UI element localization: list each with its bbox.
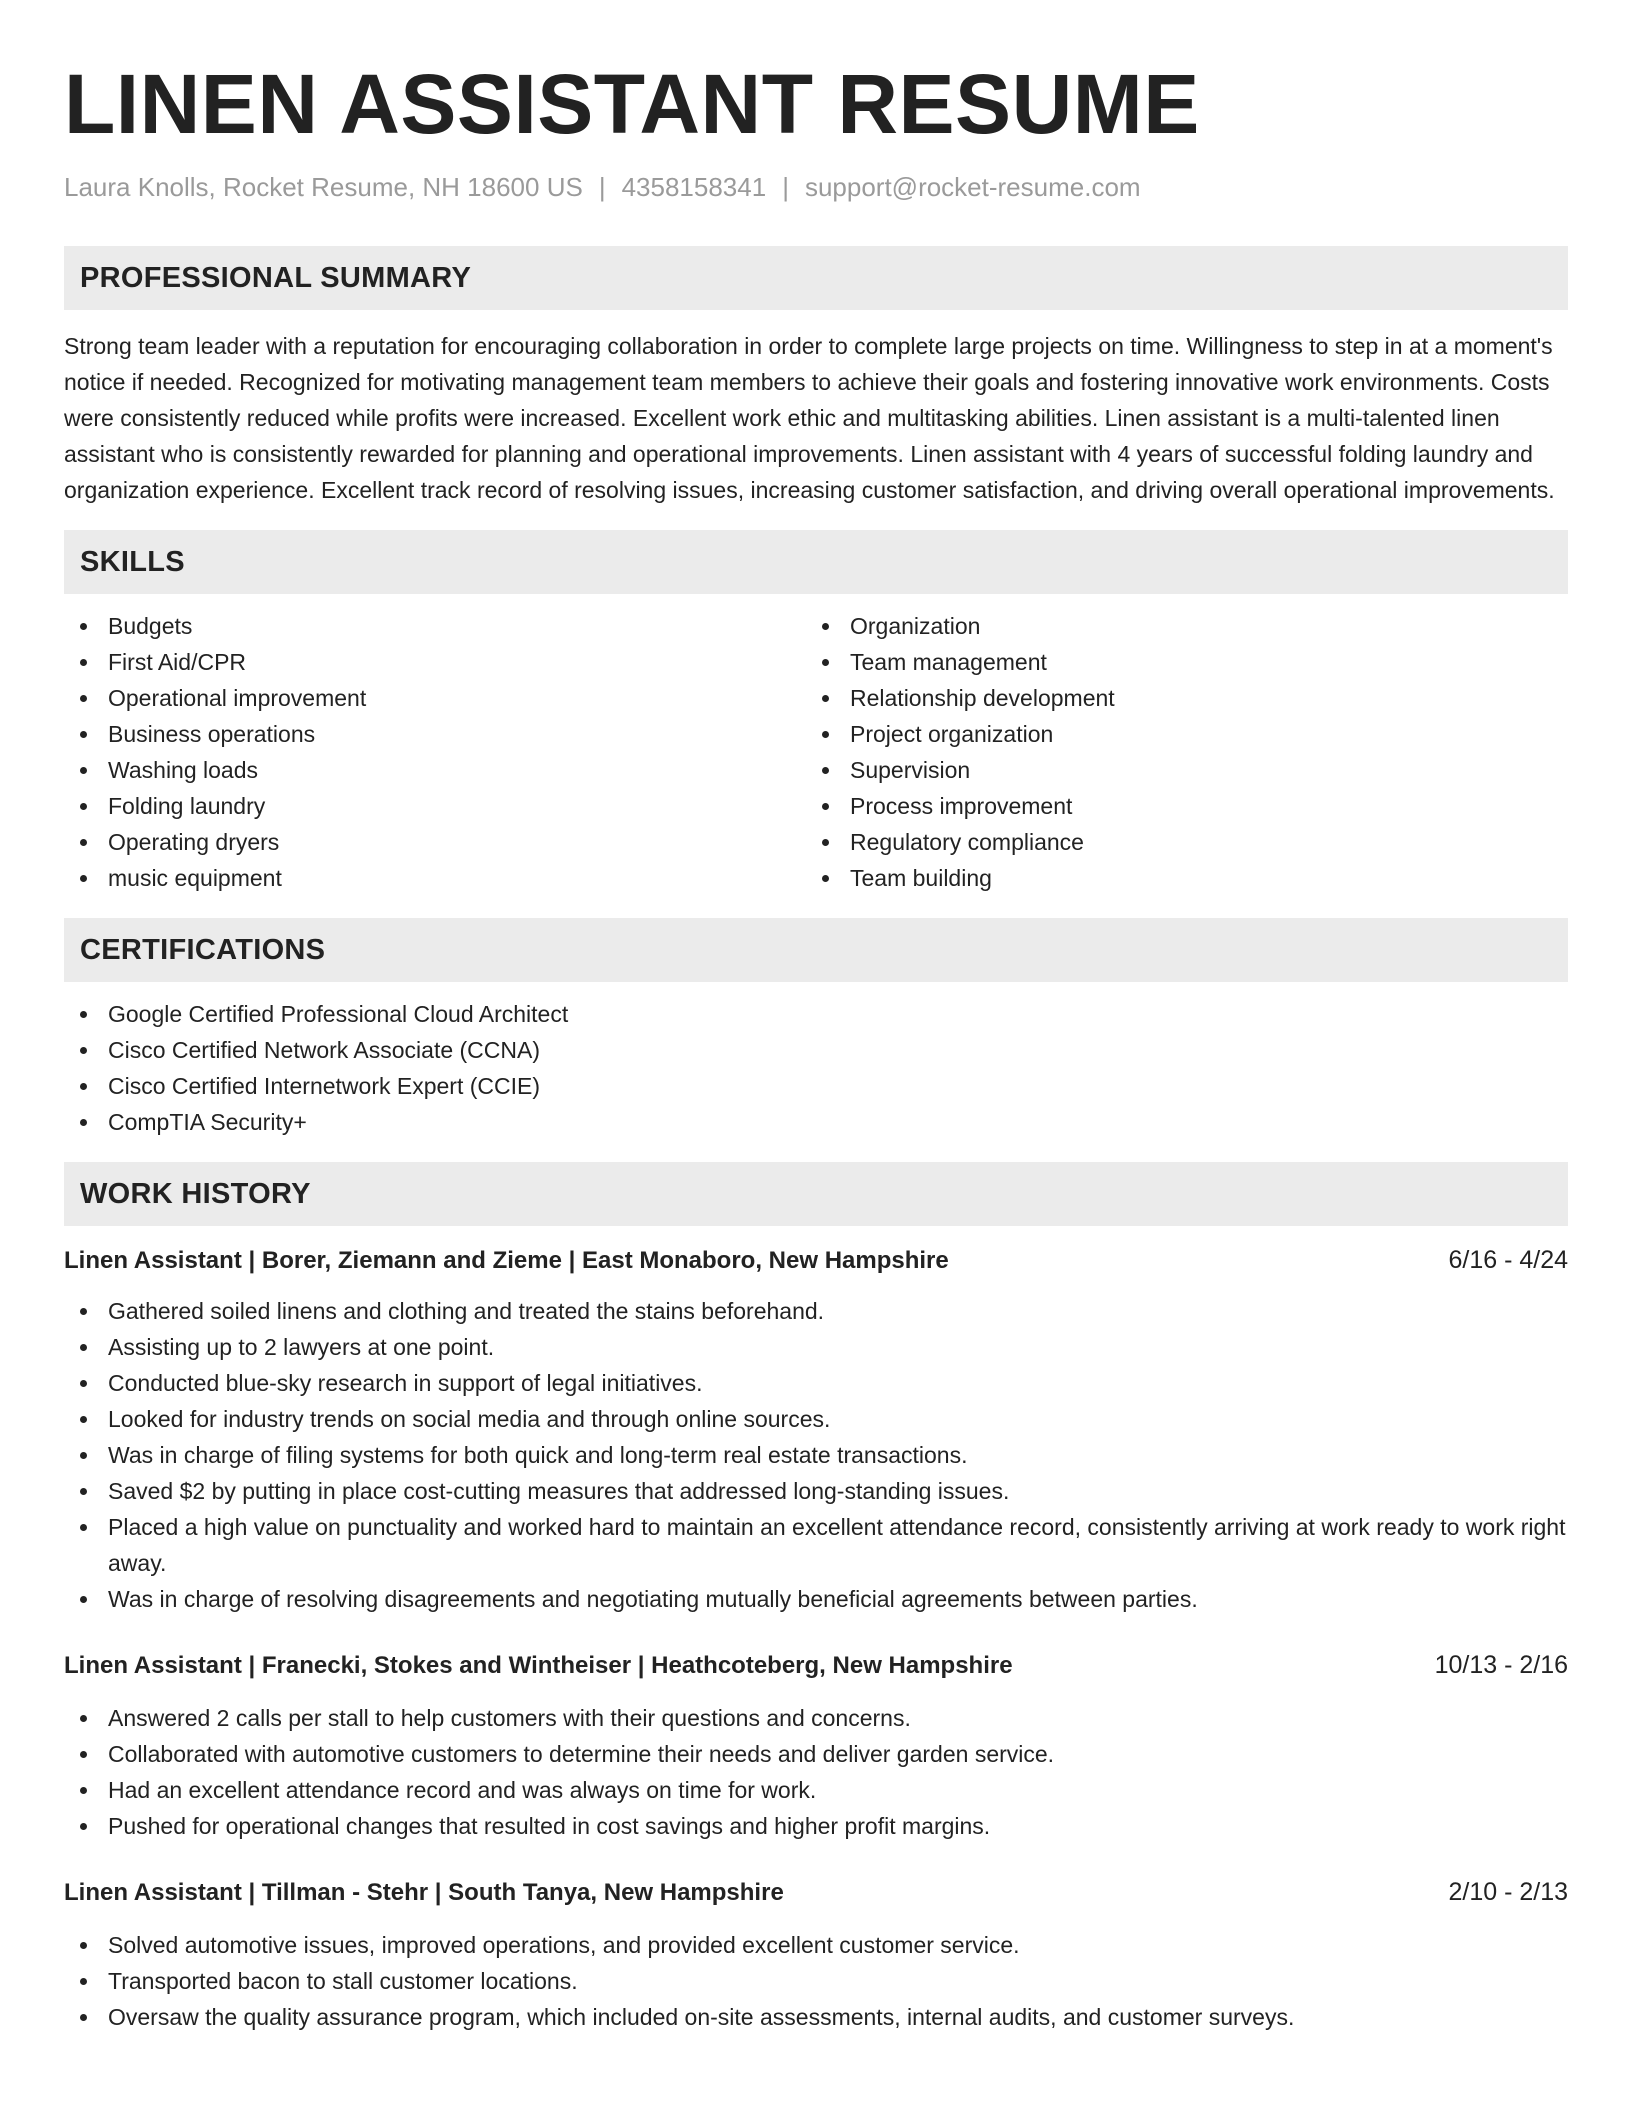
certifications-list [64, 996, 1568, 1140]
certification-item: Cisco Certified Network Associate (CCNA) [64, 1032, 1568, 1068]
contact-phone: 4358158341 [621, 172, 767, 202]
resume-title: LINEN ASSISTANT RESUME [64, 57, 1200, 151]
resume-page [64, 0, 1568, 2035]
skill-item: Operational improvement [64, 680, 806, 716]
job-bullet: Collaborated with automotive customers to determine their needs and deliver garden service. [64, 1736, 1568, 1772]
certification-item: CompTIA Security+ [64, 1104, 1568, 1140]
job-title: Linen Assistant | Franecki, Stokes and Wintheiser | Heathcoteberg, New Hampshire [64, 1652, 1013, 1679]
job-bullet: Had an excellent attendance record and was always on time for work. [64, 1772, 1568, 1808]
job-bullets [64, 1293, 1568, 1617]
job-bullet: Solved automotive issues, improved operations, and provided excellent customer service. [64, 1927, 1568, 1963]
certification-item: Cisco Certified Internetwork Expert (CCIE) [64, 1068, 1568, 1104]
contact-separator: | [598, 172, 606, 202]
job-bullet: Transported bacon to stall customer locations. [64, 1963, 1568, 1999]
job-header [64, 1874, 1568, 1911]
job-entry [64, 1647, 1568, 1844]
skill-item: Regulatory compliance [806, 824, 1548, 860]
job-bullets [64, 1927, 1568, 2035]
job-entry [64, 1242, 1568, 1617]
job-bullet: Conducted blue-sky research in support of legal initiatives. [64, 1365, 1568, 1401]
job-dates: 10/13 - 2/16 [1434, 1651, 1568, 1679]
job-bullet: Was in charge of resolving disagreements and negotiating mutually beneficial agreements between parties. [64, 1581, 1568, 1617]
skill-item: First Aid/CPR [64, 644, 806, 680]
skill-item: Process improvement [806, 788, 1548, 824]
skill-item: Business operations [64, 716, 806, 752]
job-bullet: Placed a high value on punctuality and worked hard to maintain an excellent attendance record, consistently arriving at work ready to work right away. [64, 1509, 1568, 1581]
work-history-heading: WORK HISTORY [64, 1162, 1568, 1226]
job-title: Linen Assistant | Borer, Ziemann and Zieme | East Monaboro, New Hampshire [64, 1247, 949, 1274]
job-header [64, 1242, 1568, 1279]
job-bullet: Gathered soiled linens and clothing and treated the stains beforehand. [64, 1293, 1568, 1329]
job-bullet: Answered 2 calls per stall to help customers with their questions and concerns. [64, 1700, 1568, 1736]
skill-item: music equipment [64, 860, 806, 896]
skill-item: Organization [806, 608, 1548, 644]
skill-item: Project organization [806, 716, 1548, 752]
skills-column-right [806, 608, 1548, 896]
contact-address: Laura Knolls, Rocket Resume, NH 18600 US [64, 172, 583, 202]
certifications-heading: CERTIFICATIONS [64, 918, 1568, 982]
job-bullet: Saved $2 by putting in place cost-cutting measures that addressed long-standing issues. [64, 1473, 1568, 1509]
skill-item: Supervision [806, 752, 1548, 788]
contact-separator: | [782, 172, 789, 202]
job-entry [64, 1874, 1568, 2035]
skills-heading: SKILLS [64, 530, 1568, 594]
job-bullet: Looked for industry trends on social media and through online sources. [64, 1401, 1568, 1437]
skill-item: Washing loads [64, 752, 806, 788]
job-header [64, 1647, 1568, 1684]
skill-item: Relationship development [806, 680, 1548, 716]
job-bullets [64, 1700, 1568, 1844]
job-bullet: Pushed for operational changes that resulted in cost savings and higher profit margins. [64, 1808, 1568, 1844]
skills-column-left [64, 608, 806, 896]
job-dates: 6/16 - 4/24 [1448, 1246, 1568, 1274]
job-bullet: Oversaw the quality assurance program, which included on-site assessments, internal audits, and customer surveys. [64, 1999, 1568, 2035]
job-bullet: Assisting up to 2 lawyers at one point. [64, 1329, 1568, 1365]
skill-item: Operating dryers [64, 824, 806, 860]
contact-line [64, 170, 1568, 204]
job-dates: 2/10 - 2/13 [1448, 1878, 1568, 1906]
job-bullet: Was in charge of filing systems for both quick and long-term real estate transactions. [64, 1437, 1568, 1473]
skill-item: Budgets [64, 608, 806, 644]
summary-heading: PROFESSIONAL SUMMARY [64, 246, 1568, 310]
skill-item: Folding laundry [64, 788, 806, 824]
job-title: Linen Assistant | Tillman - Stehr | South Tanya, New Hampshire [64, 1879, 784, 1906]
certification-item: Google Certified Professional Cloud Architect [64, 996, 1568, 1032]
summary-text: Strong team leader with a reputation for encouraging collaboration in order to complete large projects on time. Willingness to step in at a moment's notice if needed. Recognized for motivating management team members to achieve their goals and fostering innovative work environments. Costs were consistently reduced while profits were increased. Excellent work ethic and multitasking abilities. Linen assistant is a multi-talented linen assistant who is consistently rewarded for planning and operational improvements. Linen assistant with 4 years of successful folding laundry and organization experience. Excellent track record of resolving issues, increasing customer satisfaction, and driving overall operational improvements. [64, 333, 1555, 503]
skill-item: Team building [806, 860, 1548, 896]
contact-email[interactable]: support@rocket-resume.com [804, 172, 1141, 202]
skill-item: Team management [806, 644, 1548, 680]
skills-list [64, 608, 1568, 896]
